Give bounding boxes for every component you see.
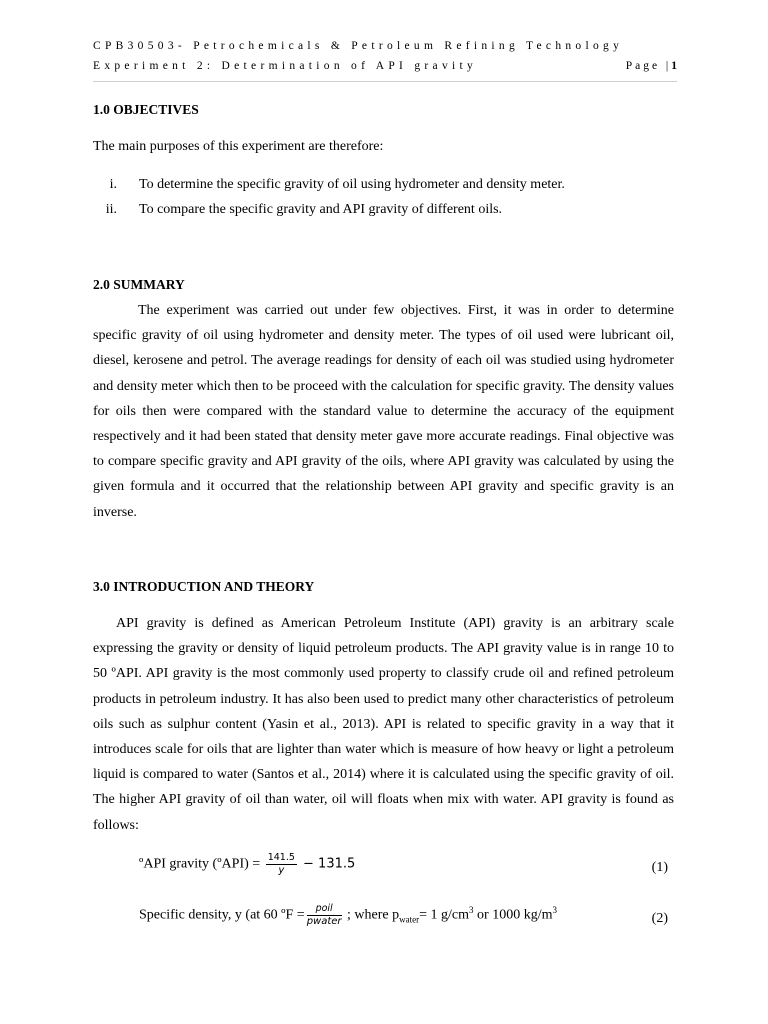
equation-2-fraction [307, 903, 342, 928]
equation-2-superscript-1: 3 [469, 905, 474, 916]
equation-2 [139, 903, 674, 943]
experiment-title [93, 60, 677, 78]
objectives-heading: 1.0 OBJECTIVES [93, 102, 199, 117]
equation-1 [139, 852, 674, 892]
equation-1-numerator: 141.5 [267, 852, 295, 863]
equation-2-denominator: pwater [306, 916, 342, 927]
page-indicator [626, 60, 677, 72]
header-divider [93, 81, 677, 82]
objective-text: To compare the specific gravity and API gravity of different oils. [139, 202, 503, 217]
objective-number: i. [109, 177, 117, 192]
equation-1-fraction [266, 852, 297, 877]
introduction-paragraph: API gravity is defined as American Petroleum Institute (API) gravity is an arbitrary scale expressing the gravity or density of liquid petroleum products. The API gravity value is in range 10 to 50 ºAPI. API gravity is the most commonly used property to classify crude oil and refined petroleum products in petroleum industry. It has also been used to predict many other characteristics of petroleum oils such as sulphur content (Yasin et al., 2013). API is related to specific gravity in a way that it introduces scale for oils that are lighter than water which is measure of how heavy or light a petroleum liquid is compared to water (Santos et al., 2014) where it is calculated using the specific gravity of oil. The higher API gravity of oil than water, oil will floats when mix with water. API gravity is found as follows: [93, 616, 674, 833]
equation-2-number: (2) [651, 911, 668, 926]
objective-text: To determine the specific gravity of oil using hydrometer and density meter. [139, 177, 565, 192]
equation-2-rest-c: or 1000 kg/m [473, 907, 553, 923]
equation-2-lhs: Specific density, y (at 60 ºF = [139, 907, 305, 923]
page-header [93, 40, 677, 78]
equation-1-number: (1) [651, 860, 668, 875]
equation-2-subscript: water [399, 914, 420, 925]
equation-1-lhs: ºAPI gravity (ºAPI) = [139, 856, 264, 872]
equation-2-rest-a: ; where p [343, 907, 400, 923]
objectives-intro: The main purposes of this experiment are therefore: [93, 139, 384, 154]
experiment-name: Experiment 2: Determination of API gravity [93, 60, 478, 72]
page-label: Page | [625, 60, 672, 72]
equation-2-numerator: poil [307, 903, 342, 916]
course-title: CPB30503- Petrochemicals & Petroleum Refining Technology [93, 40, 624, 52]
summary-paragraph: The experiment was carried out under few objectives. First, it was in order to determine specific gravity of oil using hydrometer and density meter. The types of oil used were lubricant oil, diesel, kerosene and petrol. The average readings for density of each oil was studied using hydrometer and density meter which then to be proceed with the calculation for specific gravity. The density values for oils then were compared with the standard value to determine the accuracy of the equipment respectively and it had been stated that density meter gave more accurate readings. Final objective was to compare specific gravity and API gravity of the oils, where API gravity was calculated by using the given formula and it occurred that the relationship between API gravity and specific gravity is an inverse. [93, 303, 674, 520]
equation-1-rest: − 131.5 [298, 856, 356, 872]
equation-1-denominator: y [278, 865, 285, 876]
summary-heading: 2.0 SUMMARY [93, 277, 185, 292]
equation-2-superscript-2: 3 [552, 905, 557, 916]
objective-number: ii. [105, 202, 117, 217]
page-number: 1 [671, 60, 677, 72]
equation-2-rest-b: = 1 g/cm [419, 907, 470, 923]
introduction-heading: 3.0 INTRODUCTION AND THEORY [93, 579, 315, 594]
